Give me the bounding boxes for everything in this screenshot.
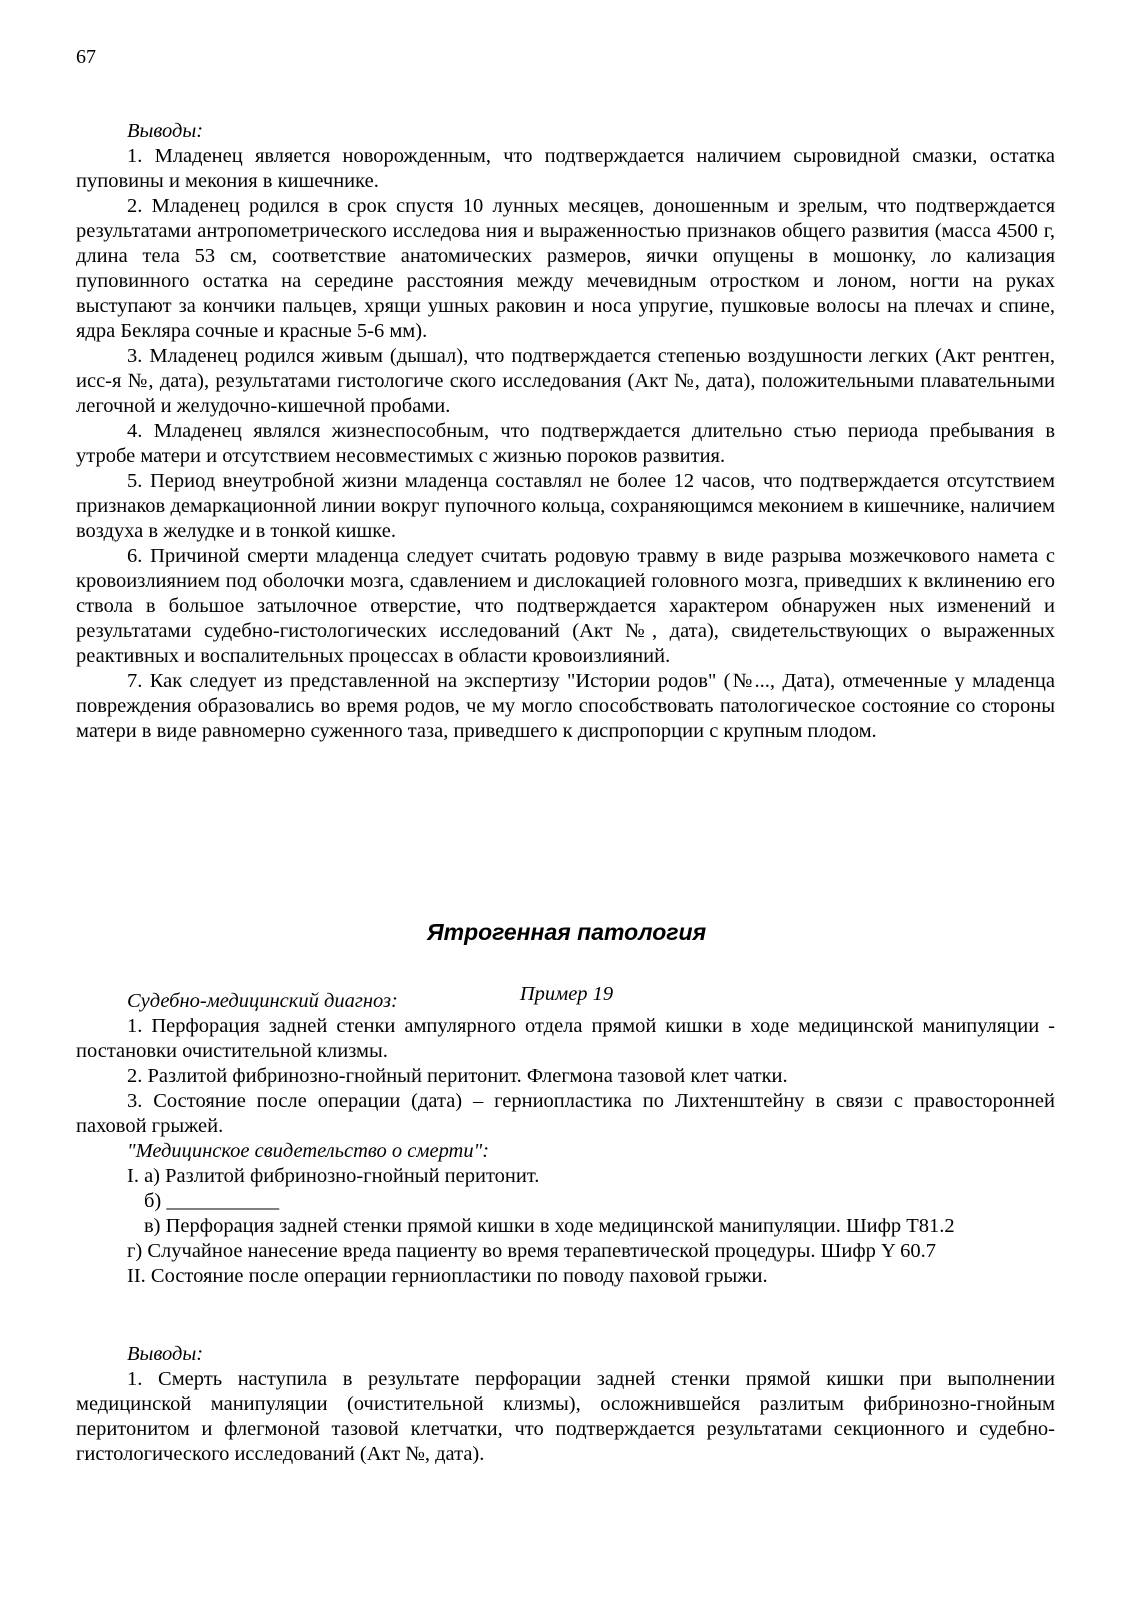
conclusion-item: 2. Младенец родился в срок спустя 10 лунных месяцев, доношенным и зрелым, что подтверждается результатами антропометрического исследова ния и выраженностью признаков общего развития (масса 4500 г, длина тела 53 см, соответствие анатомических размеров, яички опущены в мошонку, ло кализация пуповинного остатка на середине расстояния между мечевидным отростком и лоном, ногти на руках выступают за кончики пальцев, хрящи ушных раковин и носа упругие, пушковые волосы на плечах и спине, ядра Беклярa сочные и красные 5-6 мм). (76, 195, 1055, 342)
conclusion-item: 4. Младенец являлся жизнеспособным, что подтверждается длительно стью периода пребывания в утробе матери и отсутствием несовместимых с жизнью пороков развития. (76, 420, 1055, 467)
conclusion-item: 7. Как следует из представленной на экспертизу "Истории родов" (№..., Дата), отмеченные у младенца повреждения образовались во время родов, че му могло способствовать патологическое состояние со стороны матери в виде равномерно суженного таза, приведшего к диспропорции с крупным плодом. (76, 670, 1055, 742)
example-label: Пример 19 (519, 983, 614, 1005)
conclusion-item: 5. Период внеутробной жизни младенца составлял не более 12 часов, что подтверждается отсутствием признаков демаркационной линии вокруг пупочного кольца, сохраняющимся меконием в кишечнике, наличием воздуха в желудке и в тонкой кишке. (76, 470, 1055, 542)
diagnosis-block (76, 989, 1055, 1289)
certificate-line: г) Случайное нанесение вреда пациенту во время терапевтической процедуры. Шифр Y 60.7 (127, 1240, 937, 1262)
diagnosis-heading: Судебно-медицинский диагноз: (127, 990, 398, 1012)
certificate-line: I. а) Разлитой фибринозно-гнойный перитонит. (127, 1165, 540, 1187)
diagnosis-item: 1. Перфорация задней стенки ампулярного отдела прямой кишки в ходе медицинской манипуляции - постановки очистительной клизмы. (76, 1015, 1055, 1062)
diagnosis-item: 3. Состояние после операции (дата) – герниопластика по Лихтенштейну в связи с правосторонней паховой грыжей. (76, 1090, 1055, 1137)
conclusion-item: 6. Причиной смерти младенца следует считать родовую травму в виде разрыва мозжечкового намета с кровоизлиянием под оболочки мозга, сдавлением и дислокацией головного мозга, приведших к вклинению его ствола в большое затылочное отверстие, что подтверждается характером обнаружен ных изменений и результатами судебно-гистологических исследований (Акт №, дата), свидетельствующих о выраженных реактивных и воспалительных процессах в области кровоизлияний. (76, 545, 1055, 667)
certificate-line: II. Состояние после операции герниопластики по поводу паховой грыжи. (127, 1265, 768, 1287)
certificate-line: в) Перфорация задней стенки прямой кишки в ходе медицинской манипуляции. Шифр T81.2 (144, 1215, 955, 1237)
conclusion-item: 1. Младенец является новорожденным, что подтверждается наличием сыровидной смазки, остатка пуповины и мекония в кишечнике. (76, 145, 1055, 192)
diagnosis-item: 2. Разлитой фибринозно-гнойный перитонит. Флегмона тазовой клет чатки. (127, 1065, 788, 1087)
section-title: Ятрогенная патология (426, 919, 707, 945)
certificate-line: б) ___________ (144, 1190, 280, 1212)
page-number: 67 (76, 46, 96, 68)
certificate-heading: "Медицинское свидетельство о смерти": (127, 1140, 490, 1162)
conclusions-bottom (76, 1342, 1055, 1467)
conclusions-heading: Выводы: (127, 120, 204, 142)
conclusion-item: 3. Младенец родился живым (дышал), что подтверждается степенью воздушности легких (Акт рентген, исс-я №, дата), результатами гистологиче ского исследования (Акт №, дата), положительными плавательными легочной и желудочно-кишечной пробами. (76, 345, 1055, 417)
conclusion-item: 1. Смерть наступила в результате перфорации задней стенки прямой кишки при выполнении медицинской манипуляции (очистительной клизмы), осложнившейся разлитым фибринозно-гнойным перитонитом и флегмоной тазовой клетчатки, что подтверждается результатами секционного и судебно-гистологического исследований (Акт №, дата). (76, 1368, 1055, 1465)
conclusions-heading: Выводы: (127, 1343, 204, 1365)
conclusions-top (76, 119, 1055, 744)
